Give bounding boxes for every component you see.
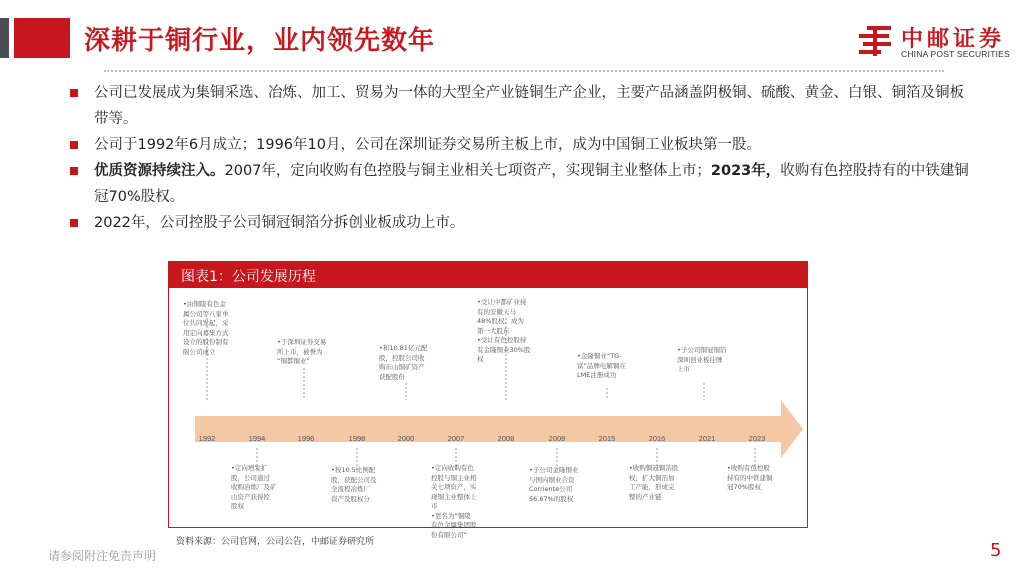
title-accent-gray (0, 18, 9, 58)
bullet-list (70, 80, 970, 236)
timeline-note-bottom: •收购有色控股 持有的中铁建铜 冠70%股权 (727, 464, 773, 491)
disclaimer-text: 请参阅附注免责声明 (48, 549, 157, 563)
logo-text-en: CHINA POST SECURITIES (901, 49, 1010, 59)
logo-text-cn: 中邮证券 (901, 27, 1006, 52)
bullet-item: 优质资源持续注入。2007年，定向收购有色控股与铜主业相关七项资产，实现铜主业整体上市；2023年，收购有色控股持有的中铁建铜冠70%股权。 (70, 158, 970, 210)
title-accent-red (14, 18, 70, 58)
timeline-note-bottom: •子公司金隆铜业 与国内铜业合资 Corriente公司 56.67%的股权 (529, 466, 579, 503)
bullet-item: 公司已发展成为集铜采选、冶炼、加工、贸易为一体的大型全产业链铜生产企业，主要产品涵盖阴极铜、硫酸、黄金、白银、铜箔及铜板带等。 (70, 80, 970, 132)
page-title: 深耕于铜行业，业内领先数年 (84, 26, 436, 56)
timeline-arrow (195, 400, 803, 458)
bullet-square-icon (70, 141, 78, 149)
year-label: 2008 (497, 434, 515, 443)
year-label: 1994 (248, 434, 266, 443)
bullet-item: 公司于1992年6月成立；1996年10月，公司在深圳证券交易所主板上市，成为中国铜工业板块第一股。 (70, 132, 970, 158)
bullet-square-icon (70, 219, 78, 227)
header-divider (104, 70, 944, 72)
year-label: 1996 (297, 434, 315, 443)
company-logo (857, 22, 1017, 62)
timeline-note-bottom: •按10.5比例配 股，获配公司及 全流程冶炼厂 资产及股权分 (331, 466, 377, 503)
timeline-note-bottom: •定向收购有色 控股与铜主业相 关七项资产，实 现铜主业整体上 市 •更名为“铜陵 有色金属集团股 份有限公司” (431, 464, 477, 539)
timeline-body (169, 288, 807, 539)
figure-title: 图表1：公司发展历程 (181, 269, 316, 285)
figure-source: 资料来源：公司官网，公司公告，中邮证券研究所 (176, 537, 375, 547)
timeline-note-bottom: •定向增发扩 股，公司通过 收购冶炼厂及矿 山资产获得控 股权 (231, 464, 277, 510)
timeline-note-top: •于深圳证券交易 所上市，被誉为 “铜都铜业” (277, 338, 327, 365)
page-number: 5 (990, 540, 1002, 561)
timeline-note-top: •由铜陵有色金 属公司等八家单 位共同发起，采 用定向募集方式 设立的股份制有 限公司成立 (183, 300, 229, 356)
timeline-note-bottom: •收购铜冠铜箔股 权，扩大铜箔加 工产能，形成完 整的产业链 (629, 464, 679, 501)
bullet-item: 2022年，公司控股子公司铜冠铜箔分拆创业板成功上市。 (70, 210, 970, 236)
year-label: 2000 (397, 434, 415, 443)
timeline-note-top: •和10.81亿元配 股，控股公司收 购东山铜矿资产 获配股份 (379, 344, 428, 381)
figure-header (169, 262, 807, 288)
timeline-figure (168, 261, 808, 539)
bullet-square-icon (70, 89, 78, 97)
year-label: 2015 (598, 434, 616, 443)
year-label: 2023 (748, 434, 766, 443)
year-label: 2009 (548, 434, 566, 443)
timeline-note-top: •子公司铜冠铜箔 深圳创业板挂牌 上市 (677, 346, 727, 373)
year-label: 2007 (447, 434, 465, 443)
timeline-note-top: •受让中都矿业持 有的安徽天马 48%股权，成为 第一大股东 •受让有色控股持 有金隆铜业30%股 权 (477, 298, 531, 363)
year-label: 1998 (348, 434, 366, 443)
bullet-square-icon (70, 167, 78, 175)
year-label: 1992 (198, 434, 216, 443)
timeline-note-top: •金隆铜业“TG- 富”品牌电解铜在 LME注册成功 (577, 352, 626, 379)
year-label: 2016 (648, 434, 666, 443)
china-post-logo-icon (857, 24, 893, 58)
year-label: 2021 (698, 434, 716, 443)
